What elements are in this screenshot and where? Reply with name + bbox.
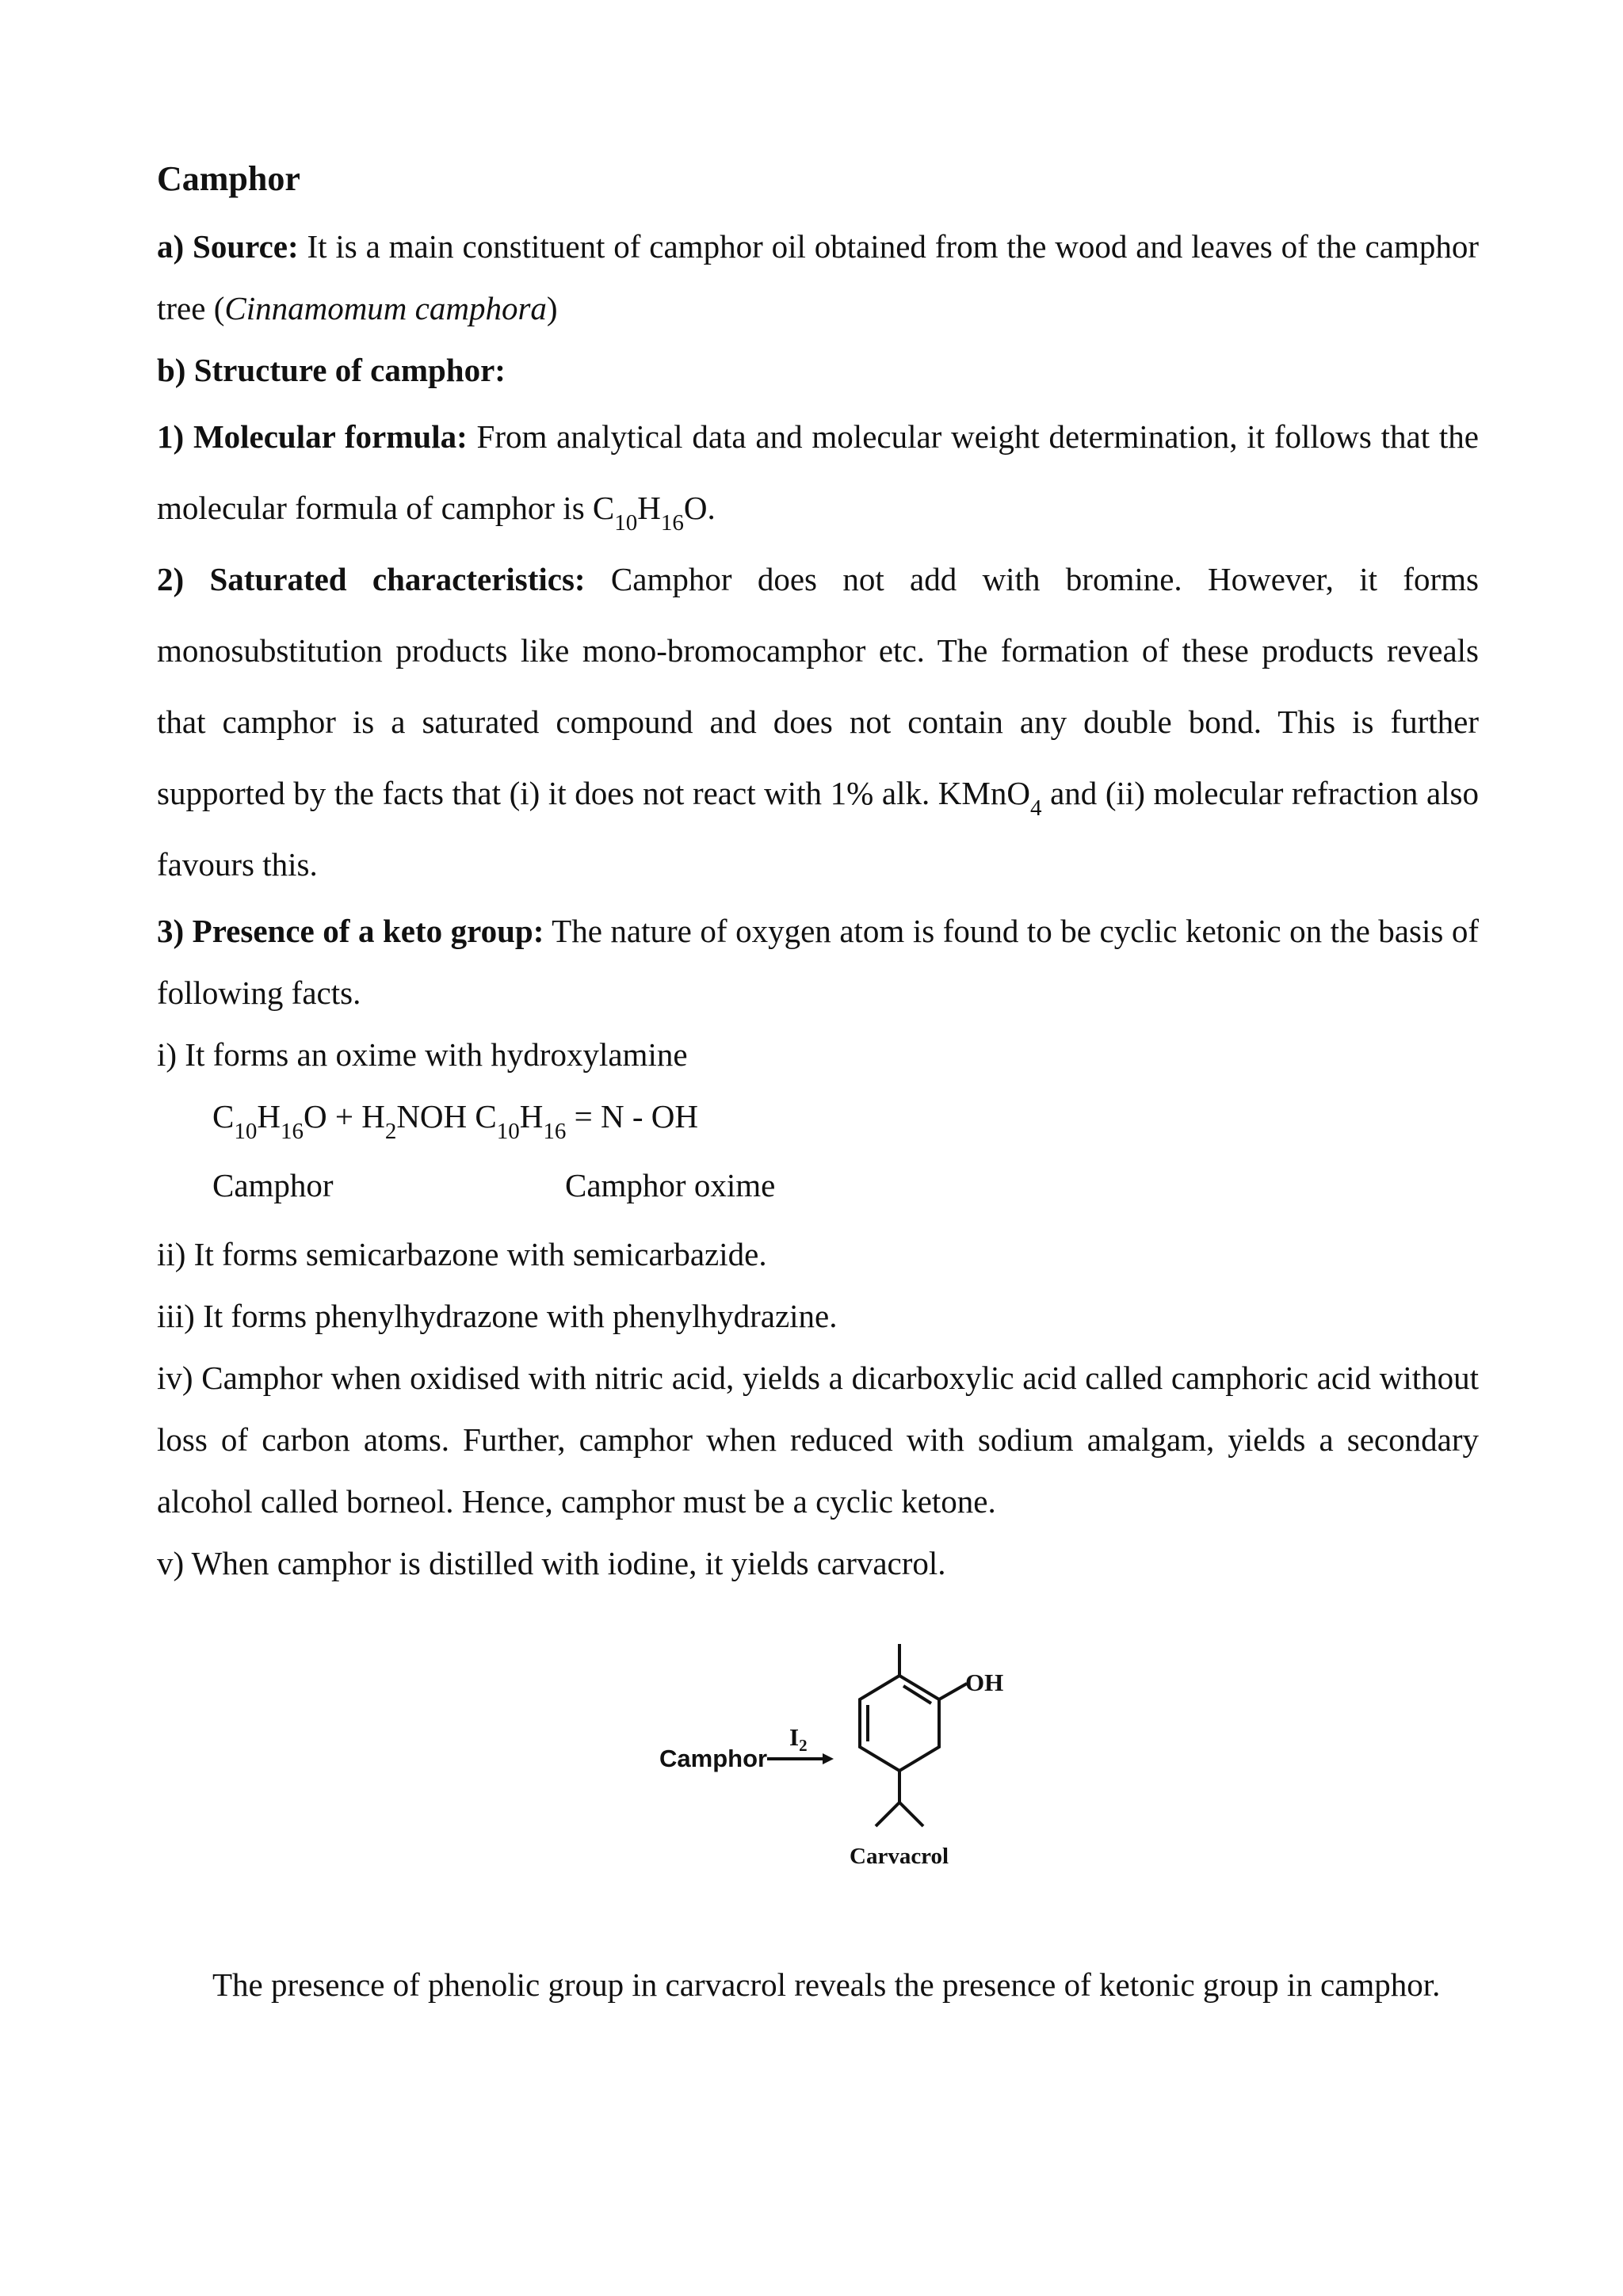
fact-carvacrol: v) When camphor is distilled with iodine, it yields carvacrol. — [157, 1545, 946, 1581]
structure-heading: b) Structure of camphor: — [157, 352, 506, 388]
keto-paragraph — [157, 900, 1479, 1024]
formula-sub: 16 — [660, 510, 684, 536]
saturated-paragraph — [157, 543, 1479, 900]
species-name: Cinnamomum camphora — [224, 290, 547, 326]
reagent-label: $I_2$ — [789, 1723, 808, 1755]
reactant-name: Camphor — [212, 1167, 334, 1203]
double-bond — [903, 1686, 931, 1703]
fact-semicarbazone: ii) It forms semicarbazone with semicarbazide. — [157, 1236, 767, 1272]
saturated-text: Camphor does not add with bromine. However, it forms monosubstitution products like mono-bromocamphor etc. The formation of these products reveals that camphor is a saturated compound and does not contain any double bond. This is further supported by the facts that (i) it does not react with 1% alk. KMnO — [157, 561, 1479, 811]
conclusion-paragraph: The presence of phenolic group in carvacrol reveals the presence of ketonic group in camphor. — [212, 1966, 1441, 2003]
isopropyl-bond — [876, 1802, 899, 1826]
saturated-text-end: and (ii) molecular refraction also favours this. — [157, 775, 1479, 883]
keto-text: The nature of oxygen atom is found to be cyclic ketonic on the basis of following facts. — [157, 913, 1479, 1011]
oh-bond — [939, 1684, 967, 1699]
formula-sub: 10 — [614, 510, 638, 536]
equation-names — [157, 1147, 1479, 1223]
fact-oxime: i) It forms an oxime with hydroxylamine — [157, 1036, 688, 1073]
eq-sub: 16 — [543, 1119, 567, 1144]
molecular-formula-text: From analytical data and molecular weight determination, it follows that the molecular formula of camphor is C — [157, 418, 1479, 526]
eq-part: H — [519, 1098, 544, 1135]
eq-sub: 10 — [496, 1119, 520, 1144]
benzene-ring — [860, 1676, 939, 1771]
eq-part: H — [257, 1098, 281, 1135]
fact-phenylhydrazone: iii) It forms phenylhydrazone with phenylhydrazine. — [157, 1298, 838, 1334]
isopropyl-bond — [899, 1802, 923, 1826]
source-text: It is a main constituent of camphor oil obtained from the wood and leaves of the camphor tree ( — [157, 228, 1479, 326]
molecular-formula-label: 1) Molecular formula: — [157, 418, 468, 455]
eq-part: C — [212, 1098, 235, 1135]
oh-label: OH — [965, 1669, 1004, 1696]
source-paragraph — [157, 215, 1479, 339]
source-label: a) Source: — [157, 228, 299, 265]
reactant-label: Camphor — [659, 1745, 768, 1772]
arrow-head — [823, 1753, 834, 1764]
formula-h: H — [637, 490, 661, 526]
fact-oxidation: iv) Camphor when oxidised with nitric acid, yields a dicarboxylic acid called camphoric acid without loss of carbon atoms. Further, camphor when reduced with sodium amalgam, yields a secondary alcohol called borneol. Hence, camphor must be a cyclic ketone. — [157, 1360, 1479, 1520]
eq-part: = N - OH — [566, 1098, 698, 1135]
keto-label: 3) Presence of a keto group: — [157, 913, 544, 949]
eq-sub: 2 — [384, 1119, 397, 1144]
eq-part: O + H — [303, 1098, 385, 1135]
product-label: Carvacrol — [850, 1844, 949, 1869]
saturated-label: 2) Saturated characteristics: — [157, 561, 586, 597]
document-body — [157, 155, 1479, 1594]
kmno4-sub: 4 — [1029, 795, 1042, 821]
source-text-end: ) — [546, 290, 558, 326]
formula-tail: O. — [683, 490, 716, 526]
eq-sub: 16 — [280, 1119, 304, 1144]
page-title: Camphor — [157, 159, 300, 198]
eq-sub: 10 — [234, 1119, 258, 1144]
product-name: Camphor oxime — [565, 1167, 776, 1203]
eq-part: NOH C — [396, 1098, 497, 1135]
carvacrol-reaction-diagram — [650, 1640, 1030, 1925]
molecular-formula-paragraph — [157, 401, 1479, 543]
oxime-equation — [157, 1085, 1479, 1147]
